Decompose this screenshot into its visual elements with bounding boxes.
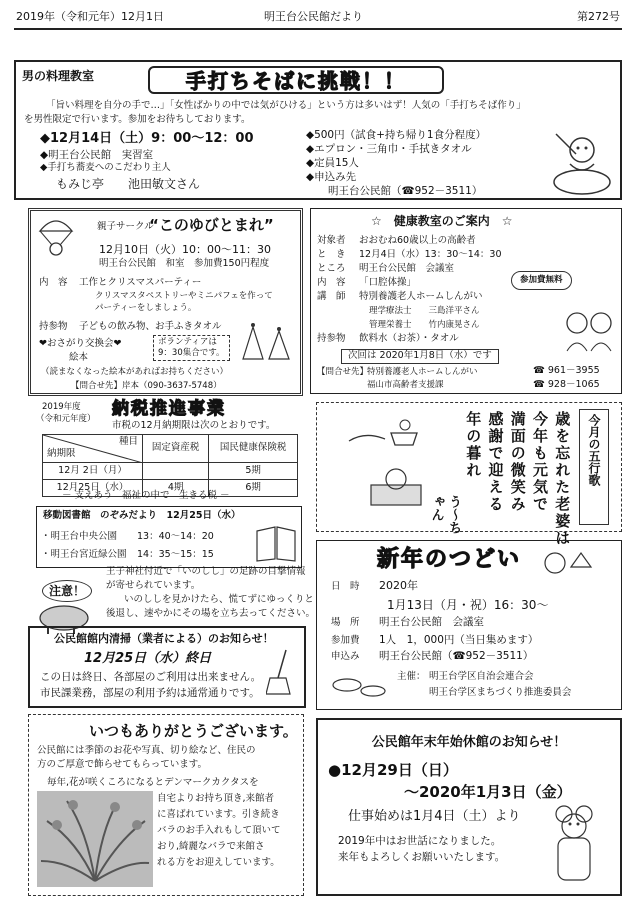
- poem-line: 年の暮れ: [464, 411, 483, 479]
- thanks-text-5: に喜ばれています。引き続き: [157, 809, 280, 820]
- health-lecturer-3: 管理栄養士 竹内康晃さん: [369, 320, 480, 330]
- library-time-2: 14：35～15：15: [137, 549, 214, 560]
- parenting-content-label: 内 容: [39, 277, 68, 288]
- table-row: [43, 463, 298, 480]
- holiday-title: 公民館年末年始休館のお知らせ！: [371, 735, 567, 750]
- parenting-contact: 【問合せ先】岸本（090-3637-5748）: [71, 381, 222, 391]
- thanks-text-4: 自宅よりお持ち頂き,来館者: [157, 793, 275, 804]
- newyear-place: 明王台公民館 会議室: [379, 616, 484, 628]
- parenting-note: （読まなくなった絵本があればお持ちください）: [41, 367, 229, 377]
- health-target: おおむね60歳以上の高齢者: [359, 235, 476, 246]
- cooking-section: [14, 60, 622, 200]
- parenting-circle-label: 親子サークル: [97, 221, 154, 232]
- cooking-fee: ◆500円（試食+持ち帰り1食分程度）: [306, 129, 487, 141]
- poem-line: 感謝で迎える: [486, 411, 505, 513]
- library-time-1: 13：40～14：20: [137, 531, 214, 542]
- tax-col-date: 納期限: [47, 448, 76, 460]
- cactus-flower-photo: [37, 791, 153, 887]
- boar-text-1: 王子神社付近で「いのしし」の足跡の目撃情報: [106, 566, 306, 577]
- thanks-text-3: 毎年,花が咲くころになるとデンマークカクタスを: [47, 777, 259, 788]
- parenting-date: 12月10日（火）10：00～11：30: [99, 243, 271, 256]
- poem-line: 今年も元気で: [531, 411, 549, 513]
- poem-line: 歳を忘れた老婆は: [553, 411, 572, 547]
- cooking-banner: 手打ちそばに挑戦！！: [148, 66, 444, 94]
- boar-warning-label: 注意！: [42, 580, 92, 602]
- health-contact-label: 【問合せ先】: [317, 367, 369, 377]
- parenting-bring-label: 持参物: [39, 321, 68, 332]
- boar-text-2: が寄せられています。: [106, 580, 201, 591]
- library-loc-1: ・明王台中央公園: [41, 531, 118, 542]
- tax-row-2-date: 12月25日（水）: [43, 480, 143, 497]
- page-header: [14, 6, 622, 30]
- thanks-title: いつもありがとうございます。: [89, 722, 298, 740]
- health-bring: 飲料水（お茶）・タオル: [359, 333, 459, 344]
- poem-line: 満面の微笑み: [508, 411, 527, 513]
- tax-col-property: 固定資産税: [143, 435, 209, 463]
- book-icon: [255, 523, 297, 563]
- newyear-apply-label: 申込み: [331, 651, 360, 662]
- holiday-start: ●12月29日（日）: [328, 761, 458, 779]
- newyear-year: 2020年: [379, 579, 418, 592]
- health-title: ☆ 健康教室のご案内 ☆: [371, 214, 513, 228]
- santa-sleigh-icon: [345, 411, 425, 457]
- cleaning-date: 12月25日（水）終日: [84, 651, 212, 666]
- cooking-lecturer-intro: ◆手打ち蕎麦へのこだわり主人: [40, 162, 171, 173]
- newyear-date-label: 日 時: [331, 581, 360, 592]
- health-content-label: 内 容: [317, 277, 346, 288]
- newyear-place-label: 場 所: [331, 617, 360, 628]
- tax-title: 納税推進事業: [112, 399, 226, 419]
- tax-col-health: 国民健康保険税: [209, 435, 298, 463]
- library-section: [36, 506, 302, 568]
- pine-decoration-icon: [541, 547, 597, 579]
- volunteer-note: ボランティアは 9：30集合です。: [153, 335, 230, 361]
- health-contact-2: 福山市高齢者支援課: [367, 380, 444, 390]
- cooking-contact: 明王台公民館（☎952－3511）: [328, 185, 483, 197]
- cooking-date: ◆12月14日（土）9：00～12：00: [40, 131, 254, 146]
- parenting-section: [28, 208, 303, 396]
- tax-desc: 市税の12月納期限は次のとおりです。: [112, 420, 276, 431]
- health-target-label: 対象者: [317, 235, 346, 246]
- health-lecturer-1: 特別養護老人ホームしんがい: [359, 291, 483, 302]
- christmas-tree-icon: [231, 319, 299, 363]
- tax-col-item: 種目: [118, 436, 138, 447]
- tax-slogan: － 支えあう 福祉の中で 生きる税 －: [62, 490, 230, 501]
- parenting-swap: ❤おさがり交換会❤: [39, 338, 122, 349]
- cleaning-text-1: この日は終日、各部屋のご利用は出来ません。: [40, 671, 262, 683]
- holiday-section: [316, 718, 622, 896]
- free-badge: 参加費無料: [511, 271, 572, 290]
- newyear-apply: 明王台公民館（☎952－3511）: [379, 650, 534, 662]
- tax-row-1-date: 12月 2日（月）: [43, 463, 143, 480]
- holiday-work-start: 仕事始めは1月4日（土）より: [348, 809, 521, 824]
- library-title: 移動図書館 のぞみだより 12月25日（水）: [43, 510, 241, 521]
- parenting-content-3: パーティーをしましょう。: [95, 303, 197, 313]
- tax-row-1-health: 5期: [209, 463, 298, 480]
- newyear-date: 1月13日（月・祝）16：30～: [387, 598, 549, 612]
- parenting-place: 明王台公民館 和室 参加費150円程度: [99, 258, 270, 269]
- thanks-text-7: おり,綺麗なバラで来館さ: [157, 841, 265, 852]
- tax-row-2-property: 4期: [143, 480, 209, 497]
- health-tel-2: ☎ 928－1065: [533, 379, 600, 390]
- cooking-place: ◆明王台公民館 実習室: [40, 149, 154, 161]
- cleaning-section: [28, 626, 306, 708]
- holiday-thanks-1: 2019年中はお世話になりました。: [338, 835, 502, 847]
- health-where-label: ところ: [317, 263, 346, 274]
- cat-kotatsu-icon: [367, 463, 425, 513]
- cooking-intro-2: を男性限定で行います。参加をお待ちしております。: [24, 114, 251, 125]
- parenting-content-2: クリスマスタペストリーやミニパフェを作って: [95, 291, 273, 301]
- parachute-bear-icon: [37, 215, 75, 259]
- newyear-host-2: 明王台学区まちづくり推進委員会: [429, 687, 572, 698]
- newyear-host-label: 主催：: [397, 671, 426, 682]
- tax-year-reiwa: （令和元年度）: [36, 414, 96, 424]
- thanks-text-2: 方のご厚意で飾らせてもらっています。: [37, 759, 207, 770]
- cooking-intro-1: 「旨い料理を自分の手で…」「女性ばかりの中では気がひける」という方は多いはず！人気の「手打ちそば作り」: [46, 100, 526, 111]
- health-bring-label: 持参物: [317, 333, 346, 344]
- newyear-title: 新年のつどい: [377, 547, 522, 572]
- cleaning-text-2: 市民課業務，部屋の利用予約は通常通りです。: [40, 687, 260, 699]
- poem-label: 今月の五行歌: [579, 409, 609, 525]
- soba-chef-icon: [546, 124, 616, 198]
- parenting-swap-item: 絵本: [69, 352, 89, 363]
- elderly-couple-icon: [561, 305, 617, 353]
- thanks-text-6: バラのお手入れもして頂いて: [157, 825, 281, 836]
- tax-year: 2019年度: [42, 402, 81, 412]
- newyear-section: [316, 540, 622, 710]
- health-when: 12月4日（水）13：30～14：30: [359, 249, 502, 260]
- cooking-tag: 男の料理教室: [22, 69, 95, 83]
- cooking-lecturer: もみじ亭 池田敏文さん: [56, 177, 201, 191]
- health-contact-1: 特別養護老人ホームしんがい: [367, 367, 478, 377]
- health-content: 「口腔体操」: [359, 277, 417, 288]
- boar-text-4: 後退し、速やかにその場を立ち去ってください。: [106, 608, 316, 619]
- parenting-circle-name: “このゆびとまれ”: [149, 216, 274, 234]
- issue-date: 2019年（令和元年）12月1日: [16, 10, 164, 23]
- spinning-top-icon: [329, 667, 389, 703]
- boar-text-3: いのししを見かけたら、慌てずにゆっくりと: [124, 594, 314, 605]
- parenting-content-1: 工作とクリスマスパーティー: [79, 277, 202, 288]
- tax-table: [42, 434, 298, 497]
- broom-icon: [266, 648, 300, 696]
- cooking-apply: ◆申込み先: [306, 171, 357, 183]
- thanks-text-1: 公民館には季節のお花や写真、切り絵など、住民の: [37, 745, 256, 756]
- newyear-fee-label: 参加費: [331, 635, 360, 646]
- health-when-label: と き: [317, 249, 346, 260]
- health-where: 明王台公民館 会議室: [359, 263, 455, 274]
- health-lecturer-2: 理学療法士 三島洋平さん: [369, 306, 480, 316]
- thanks-text-8: れる方をお迎えしています。: [157, 857, 280, 868]
- newsletter-title: 明王台公民館だより: [264, 10, 363, 23]
- issue-number: 第272号: [577, 10, 620, 23]
- thanks-section: [28, 714, 304, 896]
- newyear-fee: 1人 1，000円（当日集めます）: [379, 634, 539, 646]
- holiday-end: ～2020年1月3日（金）: [404, 783, 572, 801]
- health-next: 次回は 2020年1月8日（水）です: [341, 349, 499, 364]
- cooking-items: ◆エプロン・三角巾・手拭きタオル: [306, 143, 472, 155]
- health-tel-1: ☎ 961－3955: [533, 365, 600, 376]
- health-lecturer-label: 講 師: [317, 291, 346, 302]
- cooking-capacity: ◆定員15人: [306, 157, 359, 169]
- library-loc-2: ・明王台宮近緑公園: [41, 549, 127, 560]
- poem-author: う～ちゃん: [428, 495, 462, 534]
- poem-section: [316, 402, 622, 547]
- mouse-icon: [544, 802, 604, 886]
- newyear-host-1: 明王台学区自治会連合会: [429, 671, 534, 682]
- poem-lines: [463, 411, 572, 547]
- holiday-thanks-2: 来年もよろしくお願いいたします。: [338, 851, 506, 863]
- cleaning-title: 公民館館内清掃（業者による）のお知らせ！: [54, 632, 274, 645]
- parenting-bring: 子どもの飲み物、お手ふきタオル: [79, 321, 222, 332]
- health-section: [310, 208, 622, 394]
- tax-row-1-property: [143, 463, 209, 480]
- tax-row-2-health: 6期: [209, 480, 298, 497]
